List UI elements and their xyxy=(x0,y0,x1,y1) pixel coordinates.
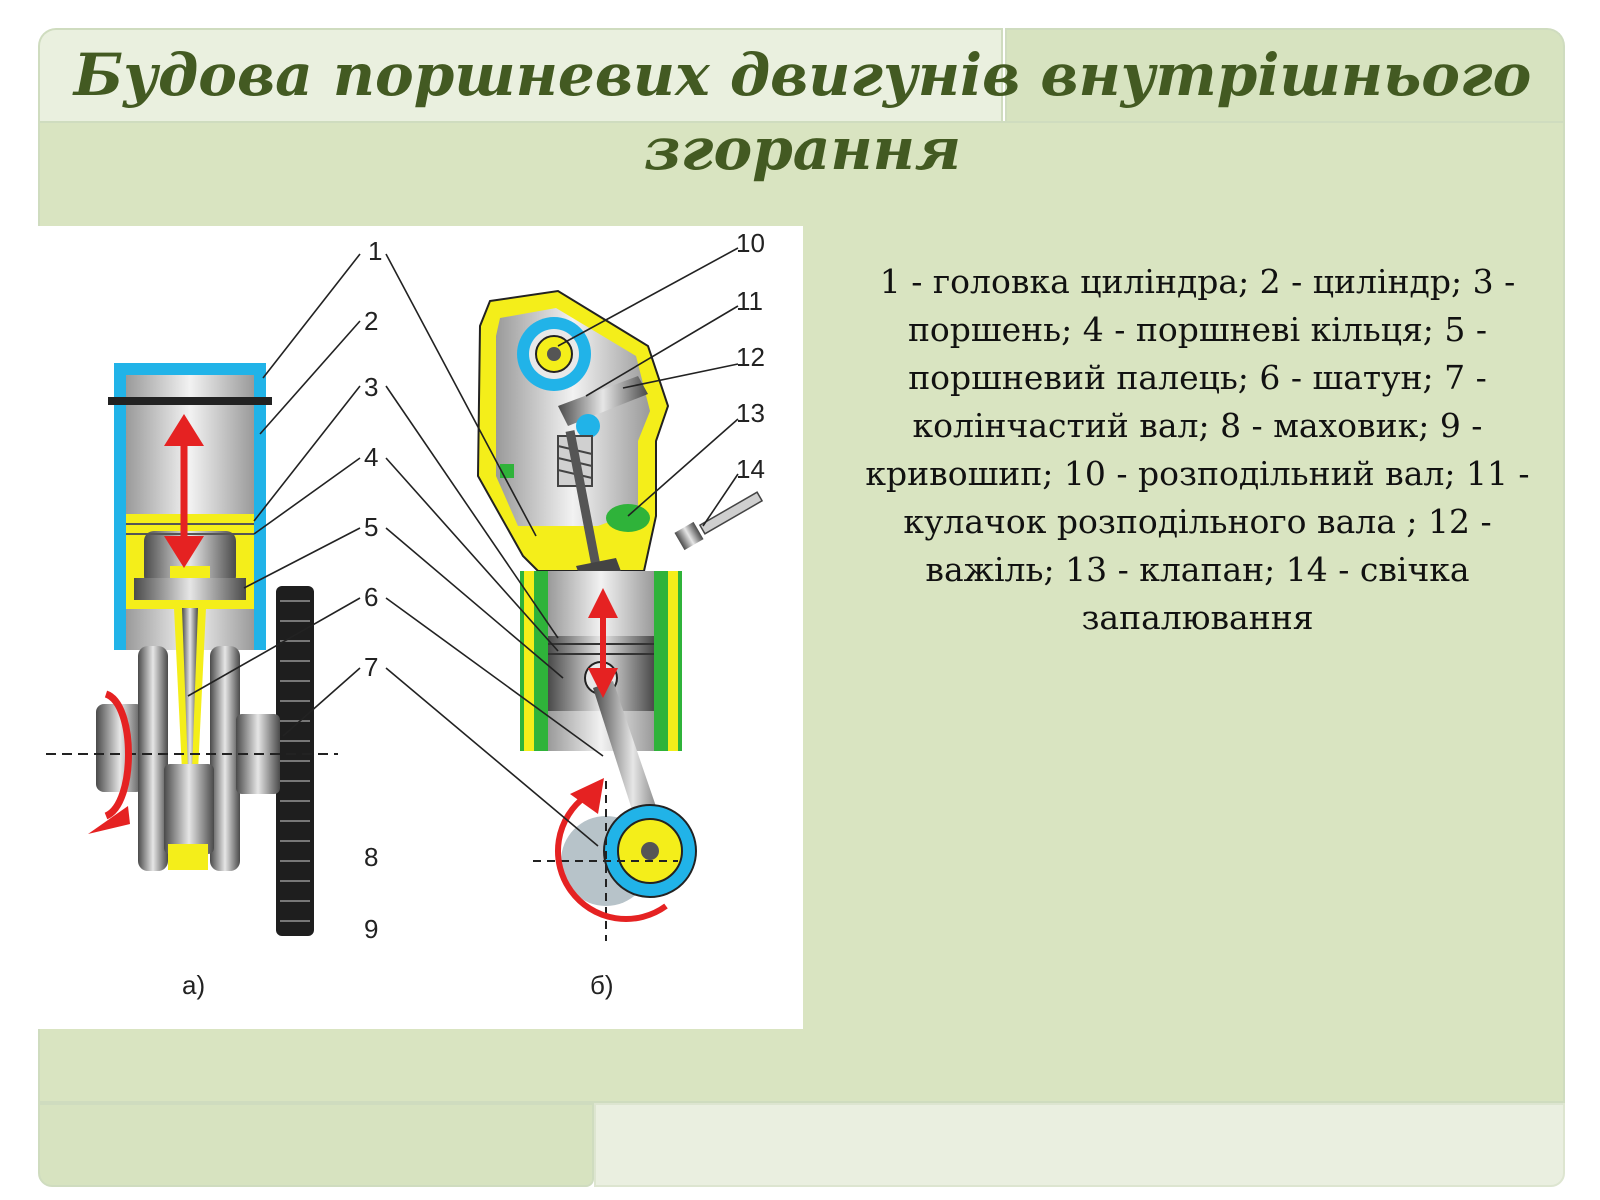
footer-tab-left xyxy=(38,1103,594,1187)
callout-1: 1 xyxy=(368,236,383,266)
parts-legend: 1 - головка циліндра; 2 - циліндр; 3 - поршень; 4 - поршневі кільця; 5 - поршневий палець; 6 - шатун; 7 - колінчастий вал; 8 - маховик; 9 - кривошип; 10 - розподільний вал; 11 - кулачок розподільного вала ; 12 - важіль; 13 - клапан; 14 - свічка запалювання xyxy=(865,262,1530,637)
callout-12: 12 xyxy=(736,342,765,372)
callout-10: 10 xyxy=(736,228,765,258)
engine-a xyxy=(46,363,338,936)
caption-b: б) xyxy=(590,970,614,1000)
callout-8: 8 xyxy=(364,842,379,872)
slide-title: Будова поршневих двигунів внутрішнього згорання xyxy=(73,41,1532,183)
callout-4: 4 xyxy=(364,442,379,472)
callout-11: 11 xyxy=(736,286,763,316)
cylinder-head-gasket xyxy=(108,397,272,405)
caption-a: а) xyxy=(182,970,206,1000)
callout-6: 6 xyxy=(364,582,379,612)
callout-9: 9 xyxy=(364,914,379,944)
piston-pin-a xyxy=(134,578,246,600)
combustion-port-b xyxy=(606,504,650,532)
callout-14: 14 xyxy=(736,454,765,484)
engine-diagram-svg xyxy=(38,226,803,1029)
callout-3: 3 xyxy=(364,372,379,402)
callout-5: 5 xyxy=(364,512,379,542)
engine-b xyxy=(478,291,762,941)
footer-tab-right xyxy=(594,1103,1565,1187)
callout-13: 13 xyxy=(736,398,765,428)
callout-2: 2 xyxy=(364,306,379,336)
engine-diagram xyxy=(38,226,803,1029)
callout-7: 7 xyxy=(364,652,379,682)
spark-plug-b xyxy=(674,492,762,550)
